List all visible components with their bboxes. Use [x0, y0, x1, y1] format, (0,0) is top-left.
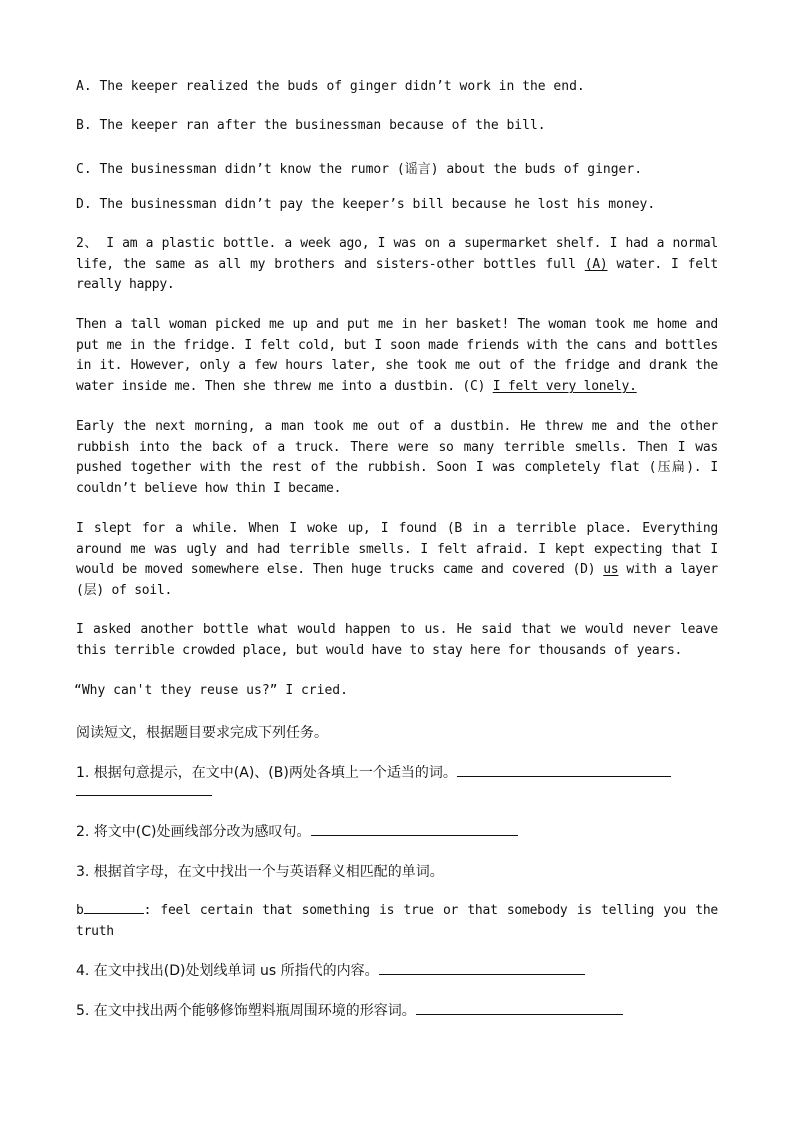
answer-blank[interactable] [84, 899, 144, 914]
question-1 [76, 762, 671, 782]
passage-paragraph-6: “Why can't they reuse us?” I cried. [74, 683, 348, 698]
question-1-text: 1. 根据句意提示，在文中(A)、(B)两处各填上一个适当的词。 [76, 765, 457, 781]
paragraph-text: with a layer (层) of soil. [76, 562, 718, 598]
passage-paragraph-1 [76, 234, 718, 296]
passage-paragraph-3: Early the next morning, a man took me out of a dustbin. He threw me and the other rubbish into the back of a truck. There were so many terrible smells. Then I was pushed together with the rest of the rubbish. Soon I was completely flat (压扁). I couldn’t believe how thin I became. [76, 419, 718, 496]
initial-letter: b [76, 903, 84, 918]
blank-a: (A) [584, 256, 608, 272]
question-5-text: 5. 在文中找出两个能够修饰塑料瓶周围环境的形容词。 [76, 1003, 416, 1019]
underlined-word-d: us [603, 562, 619, 578]
question-4-text: 4. 在文中找出(D)处划线单词 us 所指代的内容。 [76, 963, 379, 979]
answer-blank[interactable] [379, 960, 585, 975]
option-a: A. The keeper realized the buds of ginger didn’t work in the end. [76, 79, 585, 94]
paragraph-text: 2、 I am a plastic bottle. a week ago, I was on a supermarket shelf. I had a normal life, the same as all my brothers and sisters-other bottles full [76, 236, 718, 272]
paragraph-text: I slept for a while. When I woke up, I found (B in a terrible place. Everything around me was ugly and had terrible smells. I felt afraid. I kept expecting that I would be moved somewhere else. Then huge trucks came and covered (D) [76, 521, 718, 578]
answer-blank[interactable] [416, 1000, 623, 1015]
option-b: B. The keeper ran after the businessman because of the bill. [76, 118, 546, 133]
definition-text: : feel certain that something is true or that somebody is telling you the truth [76, 903, 718, 939]
passage-paragraph-2 [76, 315, 718, 397]
underlined-sentence-c: I felt very lonely. [492, 378, 637, 394]
paragraph-text: Then a tall woman picked me up and put me in her basket! The woman took me home and put me in the fridge. I felt cold, but I soon made friends with the cans and bottles in it. However, only a few hours later, she took me out of the fridge and drank the water inside me. Then she threw me into a dustbin. (C) [76, 317, 718, 394]
passage-paragraph-5: I asked another bottle what would happen to us. He said that we would never leave this terrible crowded place, but would have to stay here for thousands of years. [76, 622, 718, 658]
passage-paragraph-4 [76, 519, 718, 601]
question-5 [76, 1000, 623, 1020]
question-3: 3. 根据首字母，在文中找出一个与英语释义相匹配的单词。 [76, 864, 444, 880]
question-2-text: 2. 将文中(C)处画线部分改为感叹句。 [76, 824, 311, 840]
answer-blank[interactable] [76, 781, 212, 796]
option-c: C. The businessman didn’t know the rumor (谣言) about the buds of ginger. [76, 162, 643, 177]
answer-blank[interactable] [311, 821, 518, 836]
question-4 [76, 960, 585, 980]
task-instruction: 阅读短文，根据题目要求完成下列任务。 [76, 725, 328, 741]
question-3-definition [76, 899, 718, 942]
option-d: D. The businessman didn’t pay the keeper’s bill because he lost his money. [76, 197, 656, 212]
question-2 [76, 821, 518, 841]
answer-blank[interactable] [457, 762, 671, 777]
paragraph-text: water. I felt really happy. [76, 256, 718, 293]
